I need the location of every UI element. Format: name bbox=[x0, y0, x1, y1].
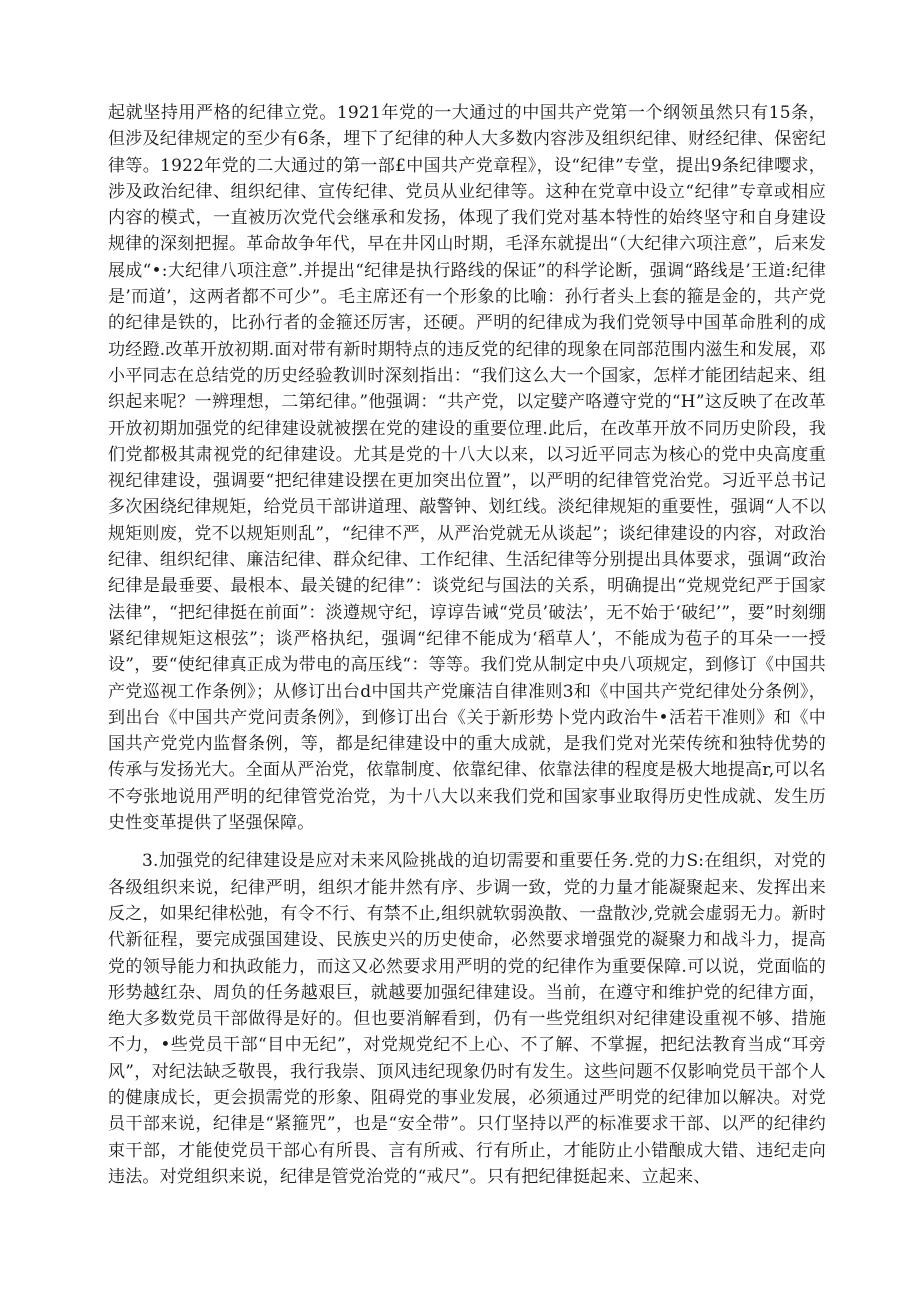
body-paragraph-1: 起就坚持用严格的纪律立党。1921年党的一大通过的中国共产党第一个纲领虽然只有15条，但涉及纪律规定的至少有6条，埋下了纪律的种人大多数内容涉及组织纪律、财经纪律、保密纪律等。1922年党的二大通过的第一部£中国共产党章程》，设“纪律”专堂，提出9条纪律嘤求，涉及政治纪律、组织纪律、宣传纪律、党员从业纪律等。这种在党章中设立“纪律”专章或相应内容的模式，一直被历次党代会继承和发扬，体现了我们党对基本特性的始终坚守和自身建设规律的深刻把握。革命故争年代，早在井冈山时期，毛泽东就提出“（大纪律六项注意”，后来发展成“•:大纪律八项注意”.并提出“纪律是执行路线的保证”的科学论断，强调“路线是’王道:纪律是’而道’，这两者都不可少”。毛主席还有一个形象的比喻：孙行者头上套的箍是金的，共产党的纪律是铁的，比孙行者的金箍还厉害，还硬。严明的纪律成为我们党领导中国革命胜利的成功经蹬.改革开放初期.面对带有新时期特点的违反党的纪律的现象在同部范围内滋生和发展，邓小平同志在总结党的历史经验教训时深刻指出：“我们这么大一个国家，怎样才能团结起来、组织起来呢？一辨理想，二第纪律。”他强调：“共产党，以定嬖产咯遵守党的“H”这反映了在改革开放初期加强党的纪律建设就被摆在党的建设的重要位理.此后，在改革开放不同历史阶段，我们党都极其肃视党的纪律建设。尤其是党的十八大以来，以习近平同志为核心的党中央高度重视纪律建设，强调要“把纪律建设摆在更加突出位置”，以严明的纪律管党治党。习近平总书记多次困绕纪律规矩，给党员干部讲道理、敲警钟、划红线。淡纪律规矩的重要性，强调“人不以规矩则废，党不以规矩则乱”，“纪律不严，从严治党就无从谈起”；谈纪律建设的内容，对政治纪律、组织纪律、廉洁纪律、群众纪律、工作纪律、生活纪律等分别提出具体要求，强调“政治纪律是最垂要、最根本、最关键的纪律”：谈党纪与国法的关系，明确提出“党规党纪严于国家法律”，“把纪律挺在前面”：淡遵规守纪，谆谆告诫“党员’破法’，无不始于‘破纪’”，要”时刻绷紧纪律规矩这根弦”；谈严格执纪，强调“纪律不能成为‘稻草人’，不能成为苞子的耳朵一一授设”，要“使纪律真正成为带电的高压线“：等等。我们党从制定中央八项规定，到修订《中国共产党巡视工作条例》；从修订出台d中国共产党廉洁自律准则3和《中国共产党纪律处分条例》，到出台《中国共产党问责条例》，到修订出台《关于新形势卜党内政治牛•活若干准则》和《中国共产党党内监督条例，等，都是纪律建设中的重大成就，是我们党对光荣传统和独特优势的传承与发扬光大。全面从严治党，依靠制度、依靠纪律、依靠法律的程度是极大地提高r,可以名不夸张地说用严明的纪律管党治党，为十八大以来我们党和国家事业取得历史性成就、发生历史性变革提供了坚强保障。 bbox=[108, 103, 826, 834]
document-page bbox=[108, 100, 826, 1190]
body-paragraph-2: 3.加强党的纪律建设是应对未来风险挑战的迫切需要和重要任务.党的力S:在组织，对党的各级组织来说，纪律严明，组织才能井然有序、步调一致，党的力量才能凝聚起来、发挥出来 反之，如果纪律松弛，有令不行、有禁不止,组织就软弱涣散、一盘散沙,党就会虚弱无力。新时代新征程，要完成强国建设、民族史兴的历史使命，必然要求增强党的凝聚力和战斗力，提高党的领导能力和执政能力，而这又必然要求用严明的党的纪律作为重要保障.可以说，党面临的形势越红杂、周负的任务越艰巨，就越要加强纪律建设。当前，在遵守和维护党的纪律方面，绝大多数党员干部做得是好的。但也要消解看到，仍有一些党组织对纪律建设重视不够、措施不力，•些党员干部“目中无纪”，对党规党纪不上心、不了解、不掌握，把纪法教育当成“耳旁风”，对纪法缺乏敬畏，我行我崇、顶风违纪现象仍时有发生。这些问题不仅影响党员干部个人的健康成长，更会损需党的形象、阻碍党的事业发展，必须通过严明党的纪律加以解决。对党员干部来说，纪律是“紧箍咒”，也是“安全带”。只仃坚持以严的标准要求干部、以严的纪律约束干部，才能使党员干部心有所畏、言有所戒、行有所止，才能防止小错酿成大错、违纪走向违法。对党组织来说，纪律是管党治党的“戒尺”。只有把纪律挺起来、立起来、 bbox=[108, 851, 826, 1187]
